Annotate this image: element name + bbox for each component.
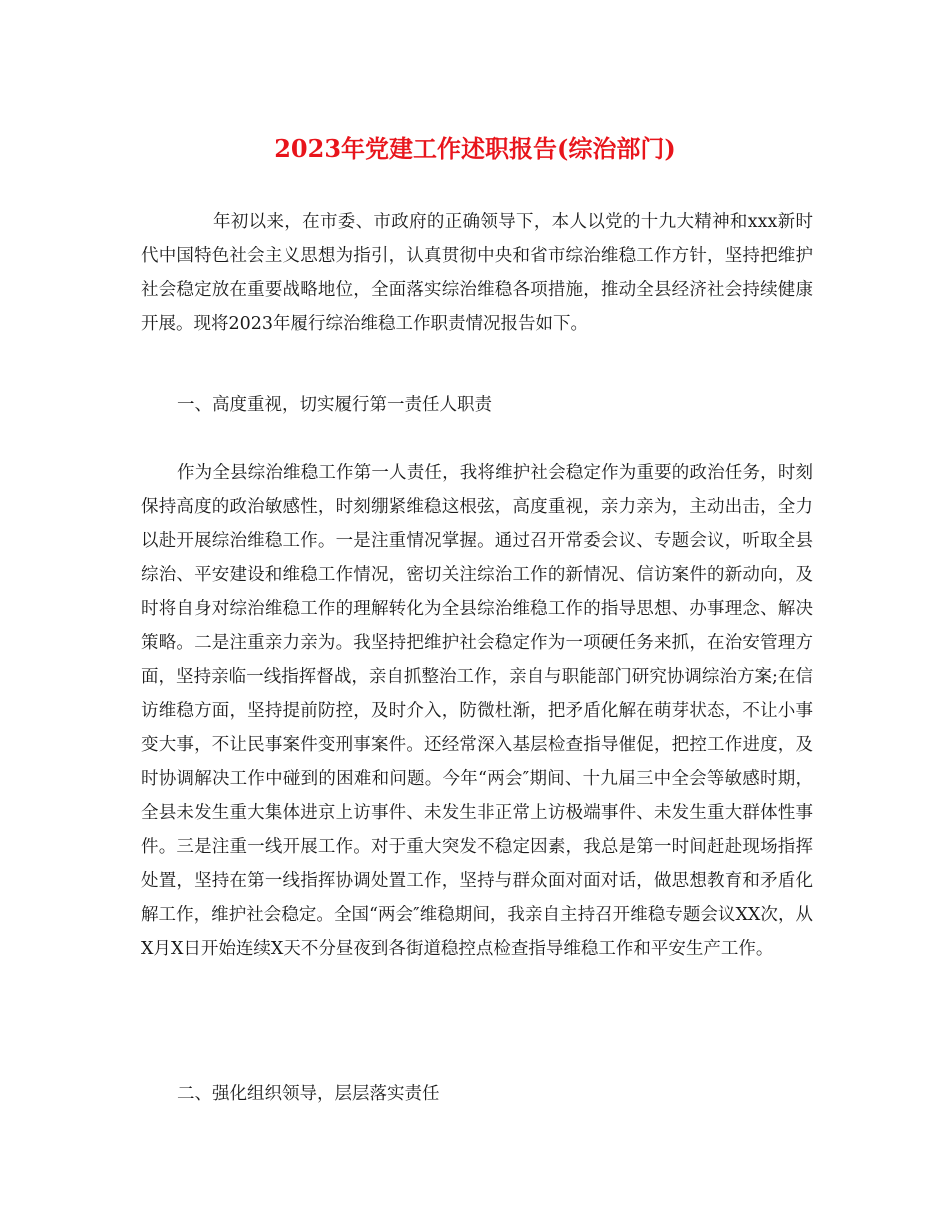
section-2-heading: 二、强化组织领导，层层落实责任 <box>177 1084 440 1104</box>
section-1-body: 作为全县综治维稳工作第一人责任，我将维护社会稳定作为重要的政治任务，时刻保持高度的政治敏感性，时刻绷紧维稳这根弦，高度重视，亲力亲为，主动出击，全力以赴开展综治维稳工作。一是注重情况掌握。通过召开常委会议、专题会议，听取全县综治、平安建设和维稳工作情况，密切关注综治工作的新情况、信访案件的新动向，及时将自身对综治维稳工作的理解转化为全县综治维稳工作的指导思想、办事理念、解决策略。二是注重亲力亲为。我坚持把维护社会稳定作为一项硬任务来抓，在治安管理方面，坚持亲临一线指挥督战，亲自抓整治工作，亲自与职能部门研究协调综治方案;在信访维稳方面，坚持提前防控，及时介入，防微杜渐，把矛盾化解在萌芽状态，不让小事变大事，不让民事案件变刑事案件。还经常深入基层检查指导催促，把控工作进度，及时协调解决工作中碰到的困难和问题。今年“两会″期间、十九届三中全会等敏感时期，全县未发生重大集体进京上访事件、未发生非正常上访极端事件、未发生重大群体性事件。三是注重一线开展工作。对于重大突发不稳定因素，我总是第一时间赶赴现场指挥处置，坚持在第一线指挥协调处置工作，坚持与群众面对面对话，做思想教育和矛盾化解工作，维护社会稳定。全国“两会″维稳期间，我亲自主持召开维稳专题会议XX次，从X月X日开始连续X天不分昼夜到各街道稳控点检查指导维稳工作和平安生产工作。 <box>141 463 813 959</box>
intro-paragraph: 年初以来，在市委、市政府的正确领导下，本人以党的十九大精神和xxx新时代中国特色社会主义思想为指引，认真贯彻中央和省市综治维稳工作方针，坚持把维护社会稳定放在重要战略地位，全面落实综治维稳各项措施，推动全县经济社会持续健康开展。现将2023年履行综治维稳工作职责情况报告如下。 <box>141 212 813 334</box>
section-1-heading: 一、高度重视，切实履行第一责任人职责 <box>177 395 492 415</box>
document-title: 2023年党建工作述职报告(综治部门) <box>274 134 676 163</box>
